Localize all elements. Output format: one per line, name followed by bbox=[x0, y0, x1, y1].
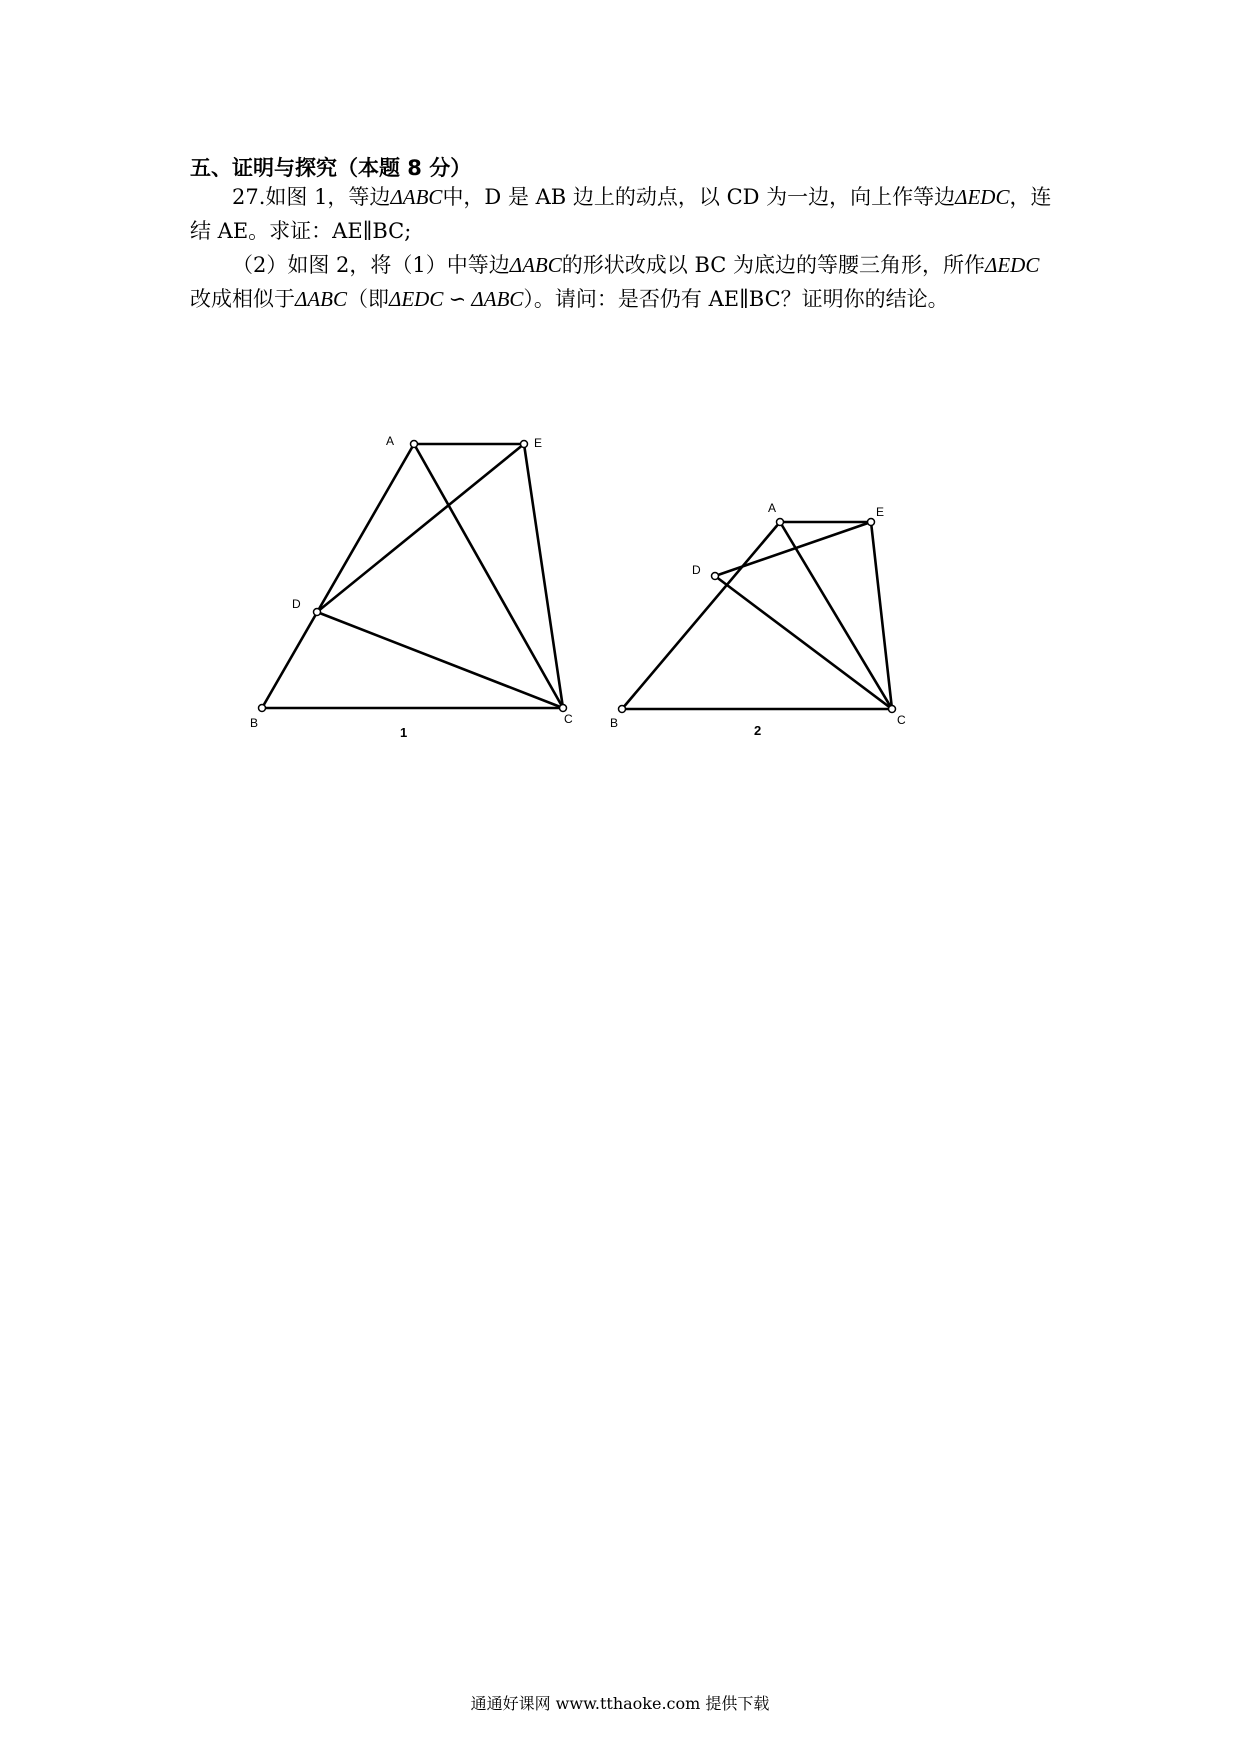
figure-caption-1: 1 bbox=[400, 725, 408, 740]
point-a bbox=[777, 519, 784, 526]
geometry-figure-2 bbox=[600, 420, 960, 740]
math-similarity: ΔEDC ∽ ΔABC bbox=[389, 287, 524, 311]
problem-part1 bbox=[190, 180, 1060, 248]
part2-text-5: ）。请问：是否仍有 AE∥BC？证明你的结论。 bbox=[523, 287, 949, 311]
label-d: D bbox=[692, 563, 701, 577]
math-triangle-abc: ΔABC bbox=[295, 287, 347, 311]
segment-de bbox=[317, 444, 524, 612]
part1-text-1: 27.如图 1，等边 bbox=[232, 185, 391, 209]
label-c: C bbox=[564, 712, 573, 726]
label-b: B bbox=[250, 716, 259, 730]
point-a bbox=[411, 441, 418, 448]
part2-text-1: （2）如图 2，将（1）中等边 bbox=[232, 253, 510, 277]
label-c: C bbox=[897, 713, 906, 727]
point-c bbox=[560, 705, 567, 712]
math-triangle-edc: ΔEDC bbox=[955, 185, 1010, 209]
part2-text-3: 改成相似于 bbox=[190, 287, 295, 311]
part2-text-4: （即 bbox=[347, 287, 389, 311]
label-e: E bbox=[876, 505, 885, 519]
part1-text-2: 中，D 是 AB 边上的动点，以 CD 为一边，向上作等边 bbox=[442, 185, 956, 209]
part2-text-2: 的形状改成以 BC 为底边的等腰三角形，所作 bbox=[561, 253, 986, 277]
point-b bbox=[619, 706, 626, 713]
geometry-figure-1 bbox=[240, 420, 600, 740]
point-b bbox=[259, 705, 266, 712]
point-e bbox=[521, 441, 528, 448]
segment-dc bbox=[317, 612, 563, 708]
segment-dc bbox=[715, 576, 892, 709]
figure-caption-2: 2 bbox=[754, 723, 762, 738]
segment-ab bbox=[262, 444, 414, 708]
segment-ac bbox=[414, 444, 563, 708]
part1-text-3: ，连结 AE。求证：AE∥BC; bbox=[190, 185, 1052, 243]
label-a: A bbox=[768, 501, 777, 515]
math-triangle-abc: ΔABC bbox=[390, 185, 443, 209]
point-d bbox=[314, 609, 321, 616]
point-d bbox=[712, 573, 719, 580]
label-b: B bbox=[610, 716, 619, 730]
segment-ec bbox=[524, 444, 563, 708]
page-footer: 通通好课网 www.tthaoke.com 提供下载 bbox=[470, 1694, 770, 1713]
label-a: A bbox=[386, 434, 395, 448]
section-heading: 五、证明与探究（本题 8 分） bbox=[190, 156, 472, 180]
problem-part2 bbox=[190, 248, 1060, 316]
math-triangle-edc: ΔEDC bbox=[985, 253, 1040, 277]
point-c bbox=[889, 706, 896, 713]
segment-de bbox=[715, 522, 871, 576]
segment-ab bbox=[622, 522, 780, 709]
math-triangle-abc: ΔABC bbox=[509, 253, 562, 277]
point-e bbox=[868, 519, 875, 526]
label-d: D bbox=[292, 597, 301, 611]
label-e: E bbox=[534, 436, 543, 450]
